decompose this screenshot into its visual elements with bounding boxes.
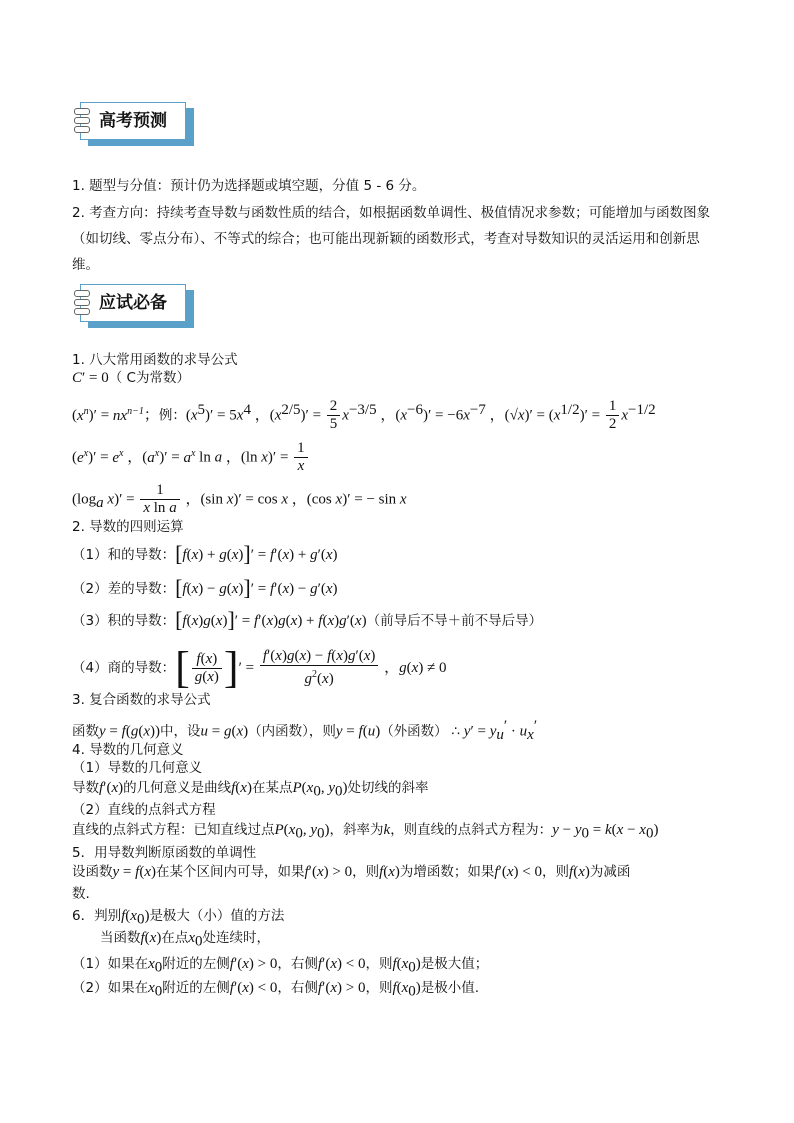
text-fragment: 在点	[161, 930, 189, 946]
rule-product-note: （前导后不导＋前不导后导）	[366, 613, 543, 629]
text-fragment: 附近的左侧	[162, 980, 230, 996]
monotonicity-continuation: 数.	[72, 886, 90, 902]
rule-quotient: （4）商的导数：[ $\frac{f(x)}{g(x)}$ ]′ = $\frac{f'(x)g(x) - f(x)g'(x)}{g^2(x)}$ ，g(x) ≠ 0	[72, 643, 447, 692]
rule-product: （3）积的导数：[f(x)g(x)]′ = f′(x)g(x) + f(x)g′(x)（前导后不导＋前不导后导）	[72, 607, 543, 632]
prediction-item-1: 1. 题型与分值：预计仍为选择题或填空题，分值 5 - 6 分。	[72, 178, 426, 194]
extrema-intro: 当函数f(x)在点$x_0$处连续时，	[100, 930, 271, 950]
text-fragment: 导数	[72, 780, 99, 796]
formula-loga-trig: ($\log_a$ x)′ = $\frac{1}{\text{x ln a}}$ ，(sin x)′ = cos x ，(cos x)′ = − sin x	[72, 482, 407, 516]
rule-sum: （1）和的导数：[f(x) + g(x)]′ = f′(x) + g′(x)	[72, 541, 338, 566]
chain-rule-statement: 函数y = f(g(x))中，设u = g(x)（内函数），则y = f(u)（外函数） ∴ $y' = y_u' \cdot u_x'$	[72, 718, 538, 744]
heading-geometric-meaning: 4. 导数的几何意义	[72, 742, 184, 758]
text-fragment: ，则	[352, 864, 380, 880]
rule-difference-label: （2）差的导数：	[72, 581, 176, 597]
text-fragment: ，则	[365, 956, 393, 972]
rule-sum-label: （1）和的导数：	[72, 547, 176, 563]
text-fragment: 直线的点斜式方程：已知直线过点	[72, 822, 275, 838]
binder-ring-icon	[74, 126, 90, 133]
extrema-condition-max: （1）如果在$x_0$附近的左侧f′(x) > 0，右侧f′(x) < 0，则$f(x_0)$是极大值；	[72, 956, 489, 976]
text-fragment: 6．判别	[72, 908, 122, 924]
binder-ring-icon	[74, 117, 90, 124]
text-fragment: （内函数），则	[248, 723, 336, 740]
heading-monotonicity: 5．用导数判断原函数的单调性	[72, 845, 257, 861]
subheading-point-slope: （2）直线的点斜式方程	[72, 802, 216, 818]
text-fragment: 在某点	[251, 780, 293, 796]
rule-difference: （2）差的导数：[f(x) − g(x)]′ = f′(x) − g′(x)	[72, 575, 338, 600]
text-fragment: 为增函数；如果	[399, 864, 495, 880]
text-fragment: 为减函	[589, 864, 631, 880]
binder-ring-icon	[74, 108, 90, 115]
binder-ring-icon	[74, 299, 90, 306]
text-fragment: （外函数）	[380, 723, 448, 740]
text-fragment: ，则	[542, 864, 570, 880]
heading-chain-rule: 3. 复合函数的求导公式	[72, 692, 211, 708]
extrema-condition-min: （2）如果在$x_0$附近的左侧f′(x) < 0，右侧f′(x) > 0，则$f(x_0)$是极小值.	[72, 980, 480, 1000]
text-fragment: 是极大（小）值的方法	[149, 908, 285, 924]
section-badge-essentials	[80, 284, 194, 326]
formula-power: $(x^n)' = nx^{n-1}$；例：$(x^5)' = 5x^4$ ，$(x^{2/5})'$ = $\frac{2}{5}$ $x^{-3/5}$ ，$(x^{-6})' = -6x^{-7}$ ，$(√x)' = (x^{1/2})'$ = $\frac{1}{2}$ $x^{-1/2}$	[72, 398, 656, 432]
section-badge-prediction	[80, 102, 194, 144]
text-fragment: 处切线的斜率	[347, 780, 429, 796]
text-fragment: 处连续时，	[202, 930, 271, 946]
text-fragment: （2）如果在	[72, 980, 149, 996]
binder-ring-icon	[74, 290, 90, 297]
text-fragment: 设函数	[72, 864, 113, 880]
monotonicity-statement: 设函数y = f(x)在某个区间内可导，如果f′(x) > 0，则f(x)为增函数；如果f′(x) < 0，则f(x)为减函	[72, 864, 631, 880]
binder-ring-icon	[74, 308, 90, 315]
text-fragment: 的几何意义是曲线	[123, 780, 232, 796]
text-fragment: ，则	[365, 980, 393, 996]
heading-derivative-formulas: 1. 八大常用函数的求导公式	[72, 352, 238, 368]
text-fragment: 函数	[72, 723, 99, 740]
prediction-item-2: 2. 考查方向：持续考查导数与函数性质的结合，如根据函数单调性、极值情况求参数；可能增加与函数图象（如切线、零点分布）、不等式的综合；也可能出现新颖的函数形式，考查对导数知识的灵活运用和创新思维。	[72, 205, 711, 273]
rule-product-label: （3）积的导数：	[72, 613, 176, 629]
point-slope-statement: 直线的点斜式方程：已知直线过点$P(x_0$, $y_0$)，斜率为k，则直线的点斜式方程为：$y - y_0 = k(x - x_0)$	[72, 822, 659, 842]
constant-note: （ C为常数）	[108, 370, 190, 386]
text-fragment: 当函数	[100, 930, 141, 946]
text-fragment: 在某个区间内可导，如果	[155, 864, 305, 880]
text-fragment: 是极大值；	[420, 956, 489, 972]
text-fragment: 附近的左侧	[162, 956, 230, 972]
formula-constant: C′ = 0（ C为常数）	[72, 370, 190, 386]
rule-quotient-label: （4）商的导数：	[72, 660, 176, 676]
geometric-meaning-statement: 导数f′(x)的几何意义是曲线f(x)在某点$P(x_0$, $y_0$)处切线的斜率	[72, 780, 429, 800]
text-fragment: ，斜率为	[329, 822, 384, 838]
therefore-symbol: ∴	[451, 723, 461, 740]
text-fragment: ，则直线的点斜式方程为：	[390, 822, 553, 838]
formula-exp-log: $(e^x)' = e^x$ ，$(a^x)' = a^x$ ln a ，(ln x)′ = $\frac{1}{x}$	[72, 440, 310, 475]
example-label: 例：	[158, 407, 186, 424]
text-fragment: （1）如果在	[72, 956, 149, 972]
heading-extrema: 6．判别$f(x_0)$是极大（小）值的方法	[72, 908, 285, 928]
text-fragment: 中，设	[159, 723, 201, 740]
subheading-geometric-meaning: （1）导数的几何意义	[72, 760, 203, 776]
text-fragment: 是极小值.	[420, 980, 480, 996]
text-fragment: ，右侧	[277, 980, 318, 996]
section-title-prediction: 高考预测	[80, 102, 186, 140]
heading-arithmetic-rules: 2. 导数的四则运算	[72, 519, 184, 535]
section-title-essentials: 应试必备	[80, 284, 186, 322]
text-fragment: ，右侧	[277, 956, 318, 972]
